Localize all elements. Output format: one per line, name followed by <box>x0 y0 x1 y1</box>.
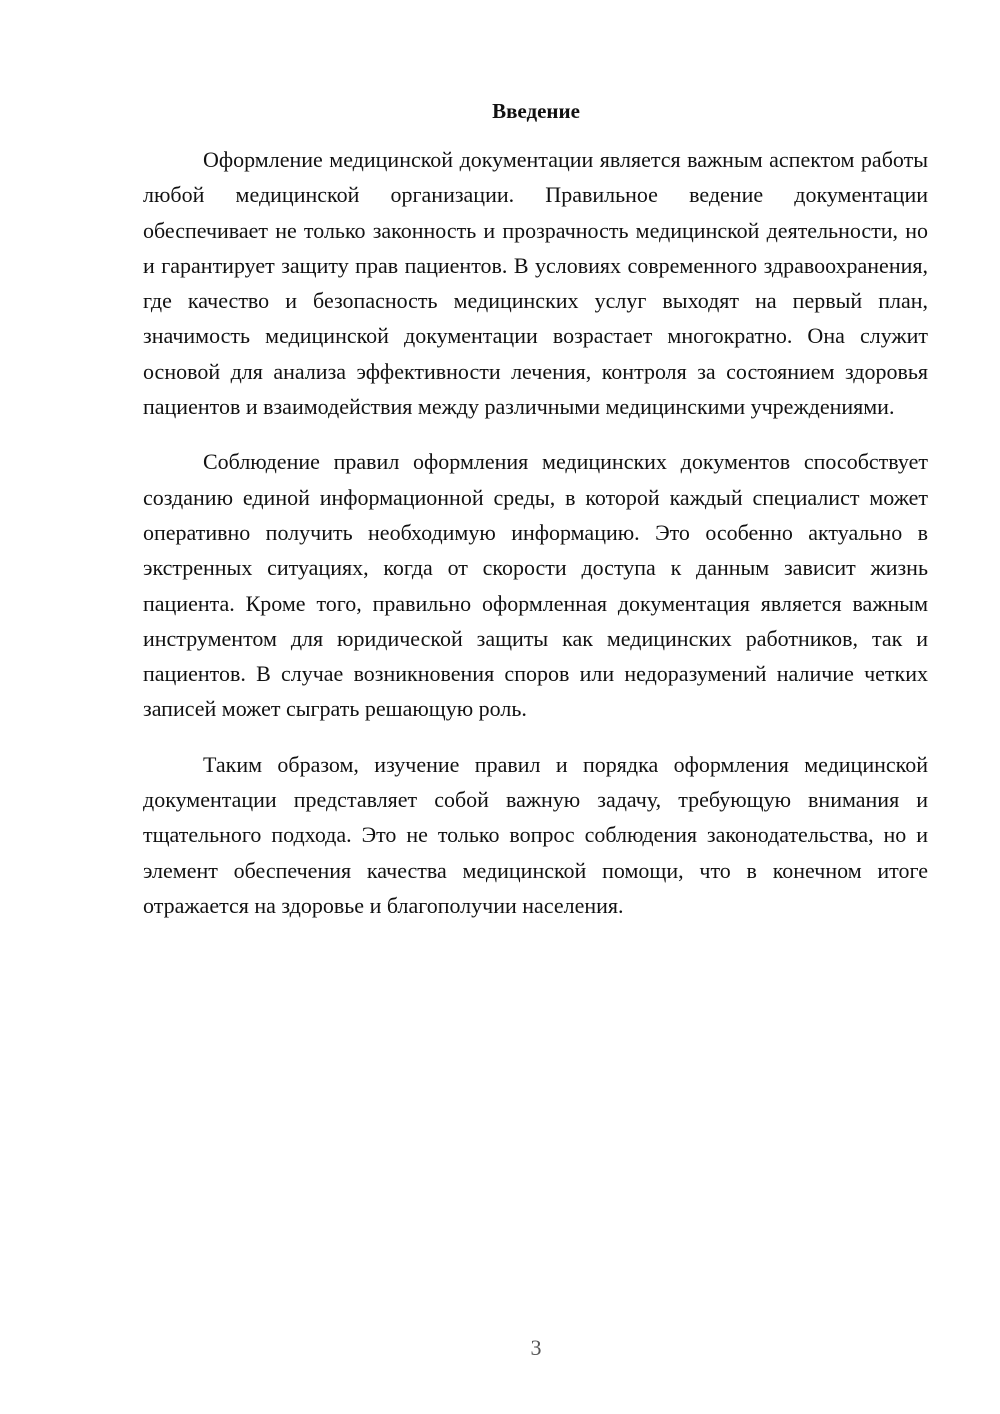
paragraph-intro: Оформление медицинской документации является важным аспектом работы любой медицинской организации. Правильное ведение документации обеспечивает не только законность и прозрачность медицинской деятельности, но и гарантирует защиту прав пациентов. В условиях современного здравоохранения, где качество и безопасность медицинских услуг выходят на первый план, значимость медицинской документации возрастает многократно. Она служит основой для анализа эффективности лечения, контроля за состоянием здоровья пациентов и взаимодействия между различными медицинскими учреждениями. <box>143 147 928 420</box>
paragraph-conclusion: Таким образом, изучение правил и порядка оформления медицинской документации представляет собой важную задачу, требующую внимания и тщательного подхода. Это не только вопрос соблюдения законодательства, но и элемент обеспечения качества медицинской помощи, что в конечном итоге отражается на здоровье и благополучии населения. <box>143 751 928 918</box>
page-number: 3 <box>530 1335 542 1360</box>
paragraph-rules: Соблюдение правил оформления медицинских документов способствует созданию единой информационной среды, в которой каждый специалист может оперативно получить необходимую информацию. Это особенно актуально в экстренных ситуациях, когда от скорости доступа к данным зависит жизнь пациента. Кроме того, правильно оформленная документация является важным инструментом для юридической защиты как медицинских работников, так и пациентов. В случае возникновения споров или недоразумений наличие четких записей может сыграть решающую роль. <box>143 449 928 722</box>
page-title: Введение <box>492 99 580 123</box>
document-body <box>143 142 928 943</box>
